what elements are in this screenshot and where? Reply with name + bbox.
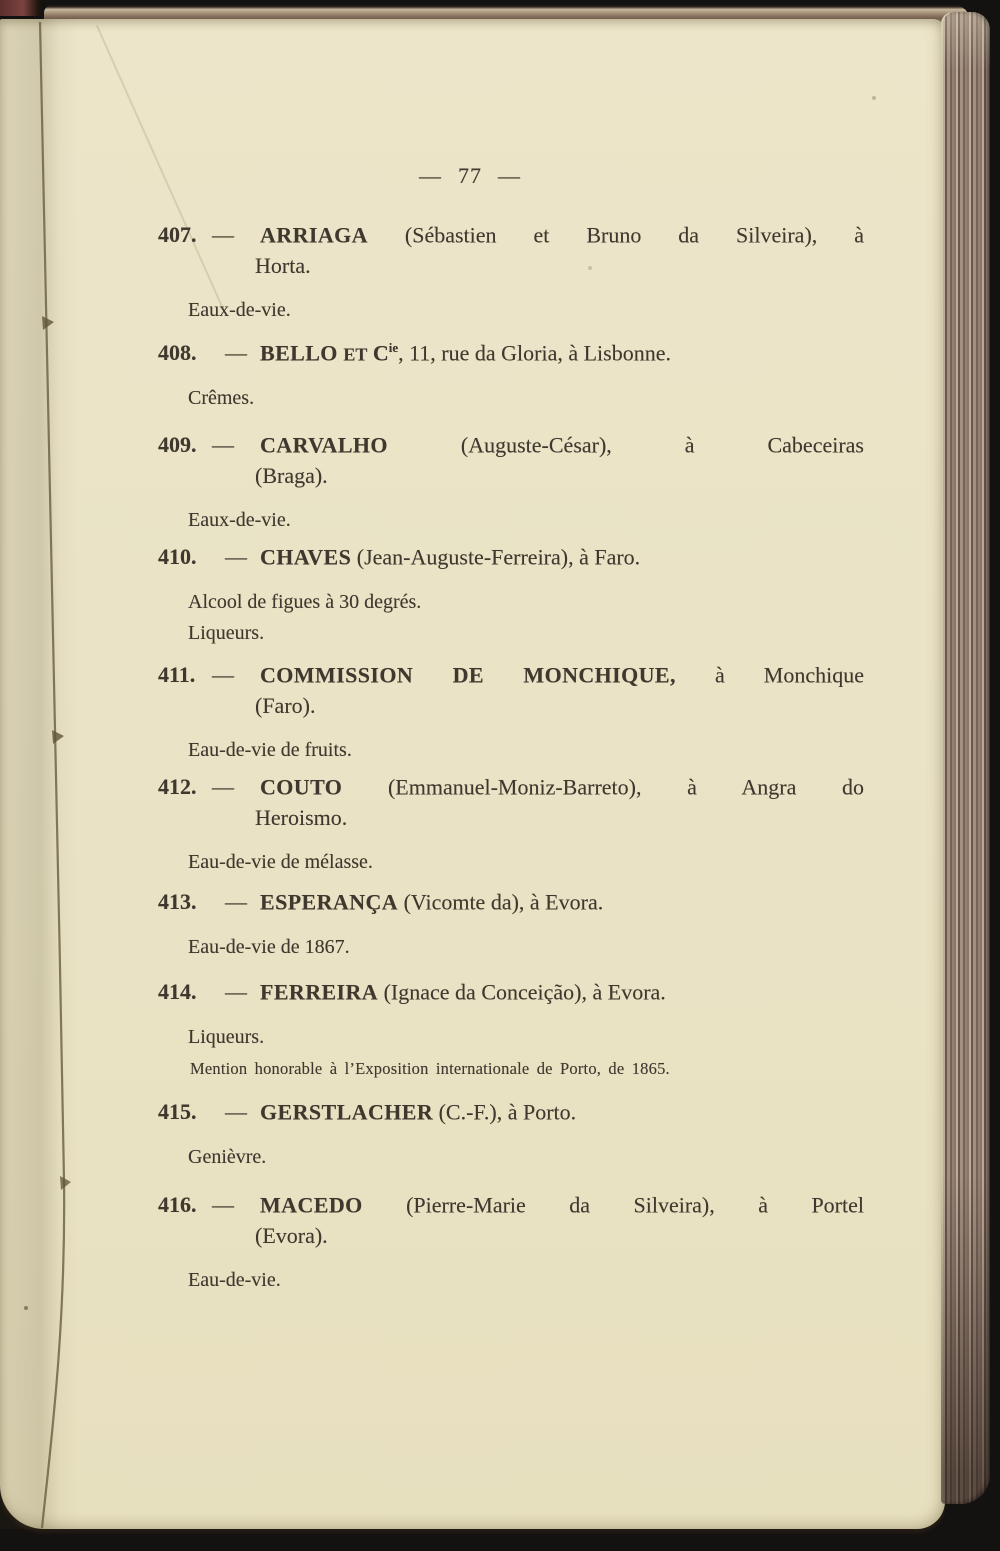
entry-dash: — (212, 774, 234, 800)
entry-name: CARVALHO (260, 432, 388, 458)
entry-heading (158, 972, 870, 1008)
entry-number: 414. (158, 979, 197, 1005)
header-left-dash: — (419, 163, 442, 188)
paper-speck (872, 96, 876, 100)
entry-product: Liqueurs. (188, 1026, 265, 1049)
entry-name: COUTO (260, 774, 343, 800)
entry-detail: (Pierre-Marie da Silveira), à Portel (406, 1192, 865, 1218)
entry-detail: (Jean-Auguste-Ferreira), à Faro. (356, 544, 641, 570)
catalog-entry-413 (158, 882, 870, 963)
entry-heading-line2: (Evora). (255, 1223, 328, 1249)
catalog-entry-411 (158, 655, 870, 766)
entry-name: FERREIRA (260, 979, 379, 1005)
entry-heading (158, 1092, 870, 1128)
entry-heading-line2: (Faro). (255, 693, 316, 719)
entry-name: MACEDO (260, 1192, 363, 1218)
entry-product: Eau-de-vie de 1867. (188, 936, 350, 959)
entry-product: Eau-de-vie de mélasse. (188, 851, 373, 874)
catalog-entry-412 (158, 767, 870, 878)
catalog-entry-414 (158, 972, 870, 1079)
entry-number: 407. (158, 222, 197, 248)
entry-heading (158, 537, 870, 573)
entry-number: 409. (158, 432, 197, 458)
entry-name: CHAVES (260, 544, 352, 570)
entry-detail: (Sébastien et Bruno da Silveira), à (404, 222, 864, 248)
entry-number: 416. (158, 1192, 197, 1218)
paper-speck (24, 1306, 28, 1310)
catalog-entry-416 (158, 1185, 870, 1296)
catalog-entry-407 (158, 215, 870, 326)
entry-dash: — (212, 432, 234, 458)
entry-mention: Mention honorable à l’Exposition internationale de Porto, de 1865. (190, 1059, 670, 1079)
entry-product: Alcool de figues à 30 degrés. (188, 591, 422, 614)
entry-name: BELLO (260, 340, 338, 366)
entry-number: 415. (158, 1099, 197, 1125)
entry-product: Eau-de-vie de fruits. (188, 739, 352, 762)
entry-product: Crêmes. (188, 387, 255, 410)
entry-heading (158, 767, 864, 803)
entry-product: Liqueurs. (188, 622, 265, 645)
entry-heading (158, 425, 864, 461)
entry-dash: — (212, 1192, 234, 1218)
entry-number: 412. (158, 774, 197, 800)
entry-heading-line2: Horta. (255, 253, 311, 279)
entry-heading (158, 215, 864, 251)
entry-heading: 408. — BELLO ET $C^{ie}$, 11, rue da Gloria, à Lisbonne. (158, 333, 870, 369)
entry-name: ARRIAGA (260, 222, 368, 248)
entry-name: COMMISSION DE MONCHIQUE, (260, 662, 676, 688)
entry-detail: (Vicomte da), à Evora. (403, 889, 604, 915)
catalog-entry-408 (158, 333, 870, 414)
entry-product: Eaux-de-vie. (188, 509, 291, 532)
gutter-thread-line (0, 0, 100, 1551)
entry-dash: — (225, 1099, 247, 1125)
entry-dash: — (212, 222, 234, 248)
entry-heading (158, 882, 870, 918)
entry-dash: — (225, 340, 247, 366)
entry-product: Genièvre. (188, 1146, 267, 1169)
entry-dash: — (225, 889, 247, 915)
entry-product: Eaux-de-vie. (188, 299, 291, 322)
entry-dash: — (225, 544, 247, 570)
entry-product: Eau-de-vie. (188, 1269, 281, 1292)
page-number: 77 (458, 163, 482, 188)
entry-detail: , 11, rue da Gloria, à Lisbonne. (398, 340, 671, 366)
entry-detail: à Monchique (714, 662, 864, 688)
entry-heading-line2: Heroismo. (255, 805, 348, 831)
entry-number: 410. (158, 544, 197, 570)
entry-dash: — (225, 979, 247, 1005)
entry-detail: (Ignace da Conceição), à Evora. (383, 979, 666, 1005)
entry-detail: (Emmanuel-Moniz-Barreto), à Angra do (387, 774, 865, 800)
entry-detail: (C.-F.), à Porto. (438, 1099, 577, 1125)
header-right-dash: — (498, 163, 521, 188)
catalog-entry-415 (158, 1092, 870, 1173)
entry-dash: — (212, 662, 234, 688)
entry-name: ESPERANÇA (260, 889, 399, 915)
entry-heading (158, 655, 864, 691)
entry-number: 413. (158, 889, 197, 915)
entry-detail: (Auguste-César), à Cabeceiras (460, 432, 864, 458)
catalog-entry-410 (158, 537, 870, 649)
entry-name: GERSTLACHER (260, 1099, 434, 1125)
book-right-page-edges (941, 12, 990, 1504)
page-header (30, 163, 910, 189)
entry-number: 408. (158, 340, 197, 366)
catalog-entry-409 (158, 425, 870, 536)
entry-heading (158, 1185, 864, 1221)
entry-number: 411. (158, 662, 196, 688)
entry-heading-line2: (Braga). (255, 463, 328, 489)
